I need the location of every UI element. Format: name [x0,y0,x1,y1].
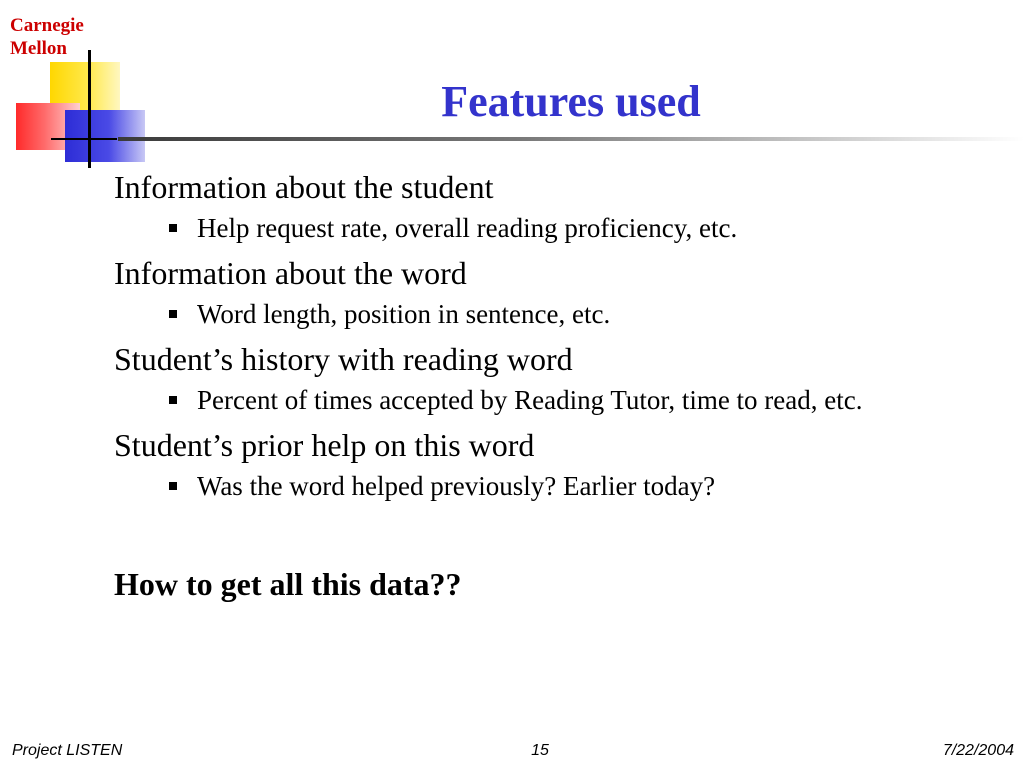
sub-bullet-word-info [114,298,974,331]
sub-bullet-prior-help [114,470,974,503]
sub-bullet-text: Help request rate, overall reading proficiency, etc. [197,213,738,243]
sub-bullet-text: Was the word helped previously? Earlier today? [197,471,716,501]
square-bullet-icon [169,396,177,404]
bullet-item-word-info: Information about the word [114,255,467,291]
decorative-horizontal-line [51,138,117,140]
slide-body [114,168,974,635]
bullet-item-prior-help: Student’s prior help on this word [114,427,535,463]
sub-bullet-student-info [114,212,974,245]
title-underline-rule [118,137,1024,141]
footer-date: 7/22/2004 [942,742,1014,759]
square-bullet-icon [169,224,177,232]
closing-question: How to get all this data?? [114,566,462,602]
carnegie-mellon-logo [10,14,84,60]
sub-bullet-text: Percent of times accepted by Reading Tutor, time to read, etc. [197,385,863,415]
square-bullet-icon [169,482,177,490]
logo-line-2: Mellon [10,38,67,59]
logo-line-1: Carnegie [10,15,84,36]
sub-bullet-text: Word length, position in sentence, etc. [197,299,611,329]
slide-title: Features used [441,77,701,126]
footer-page-number: 15 [531,742,549,759]
sub-bullet-reading-history [114,384,974,417]
bullet-item-student-info: Information about the student [114,169,494,205]
square-bullet-icon [169,310,177,318]
footer-project-name: Project LISTEN [12,742,123,759]
bullet-item-reading-history: Student’s history with reading word [114,341,573,377]
